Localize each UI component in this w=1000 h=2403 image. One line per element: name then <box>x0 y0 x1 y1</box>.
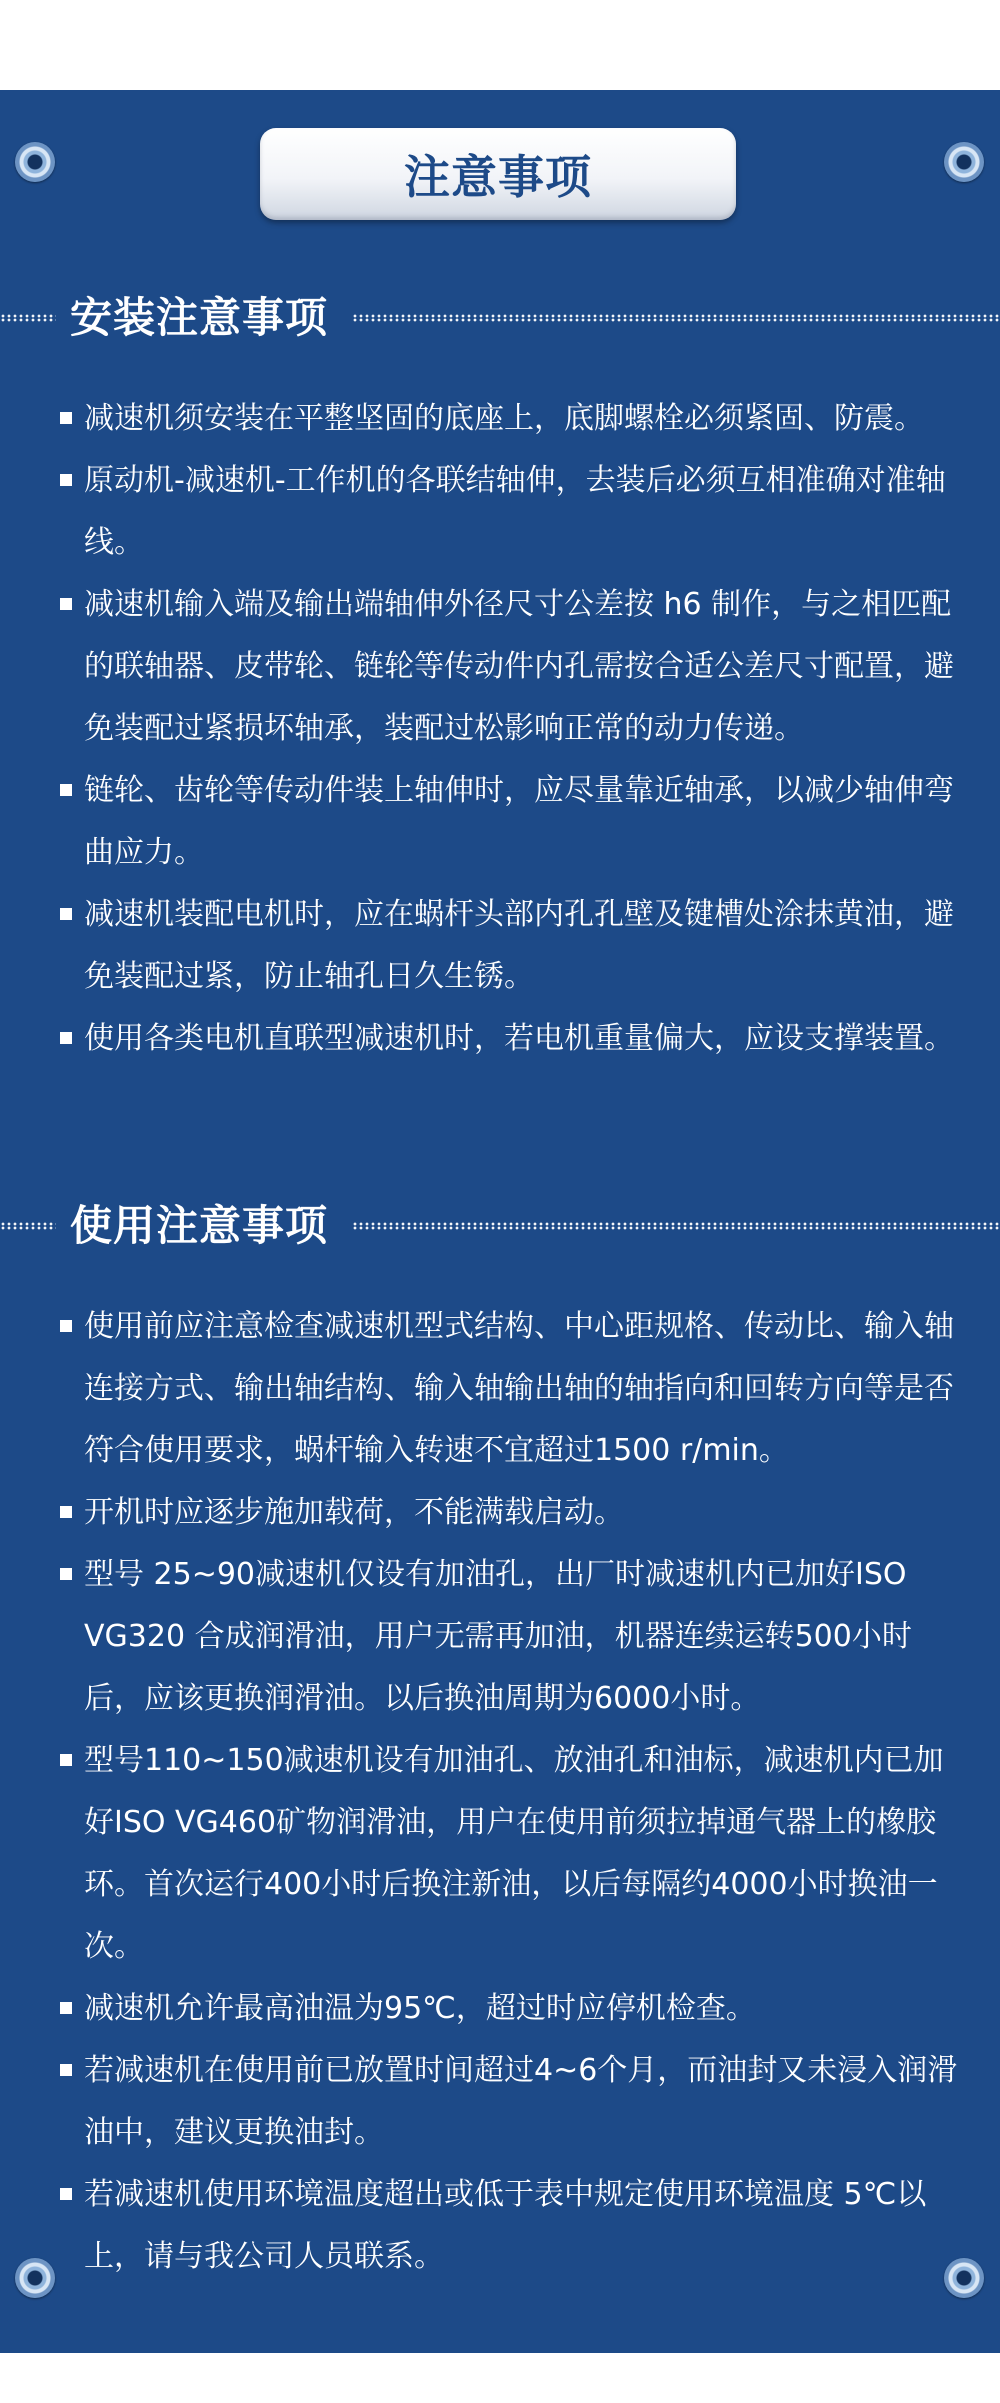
notice-panel <box>0 90 1000 2353</box>
section-title: 安装注意事项 <box>70 293 329 342</box>
title-plate <box>260 128 736 220</box>
list-item: 开机时应逐步施加载荷，不能满载启动。 <box>60 1482 960 1544</box>
section-title: 使用注意事项 <box>70 1201 329 1250</box>
dotted-divider <box>352 1222 1000 1230</box>
list-item: 型号110~150减速机设有加油孔、放油孔和油标，减速机内已加好ISO VG460矿物润滑油，用户在使用前须拉掉通气器上的橡胶环。首次运行400小时后换注新油，以后每隔约4000小时换油一次。 <box>60 1730 960 1978</box>
dotted-divider <box>0 314 56 322</box>
usage-notes-list <box>60 1296 960 2288</box>
list-item: 使用前应注意检查减速机型式结构、中心距规格、传动比、输入轴连接方式、输出轴结构、输入轴输出轴的轴指向和回转方向等是否符合使用要求，蜗杆输入转速不宜超过1500 r/min。 <box>60 1296 960 1482</box>
list-item: 链轮、齿轮等传动件装上轴伸时，应尽量靠近轴承，以减少轴伸弯曲应力。 <box>60 760 960 884</box>
section-header-installation <box>0 288 1000 348</box>
list-item: 减速机装配电机时，应在蜗杆头部内孔孔壁及键槽处涂抹黄油，避免装配过紧，防止轴孔日久生锈。 <box>60 884 960 1008</box>
page-title: 注意事项 <box>404 150 592 204</box>
list-item: 减速机允许最高油温为95℃，超过时应停机检查。 <box>60 1978 960 2040</box>
screw-icon-top-right <box>944 142 984 182</box>
list-item: 若减速机在使用前已放置时间超过4~6个月，而油封又未浸入润滑油中，建议更换油封。 <box>60 2040 960 2164</box>
list-item: 若减速机使用环境温度超出或低于表中规定使用环境温度 5℃以上，请与我公司人员联系。 <box>60 2164 960 2288</box>
screw-icon-bottom-left <box>15 2258 55 2298</box>
screw-icon-top-left <box>15 142 55 182</box>
list-item: 型号 25~90减速机仅设有加油孔，出厂时减速机内已加好ISO VG320 合成润滑油，用户无需再加油，机器连续运转500小时后，应该更换润滑油。以后换油周期为6000小时。 <box>60 1544 960 1730</box>
dotted-divider <box>352 314 1000 322</box>
installation-notes-list <box>60 388 960 1070</box>
list-item: 原动机-减速机-工作机的各联结轴伸，去装后必须互相准确对准轴线。 <box>60 450 960 574</box>
list-item: 使用各类电机直联型减速机时，若电机重量偏大，应设支撑装置。 <box>60 1008 960 1070</box>
dotted-divider <box>0 1222 56 1230</box>
section-header-usage <box>0 1196 1000 1256</box>
list-item: 减速机须安装在平整坚固的底座上，底脚螺栓必须紧固、防震。 <box>60 388 960 450</box>
list-item: 减速机输入端及输出端轴伸外径尺寸公差按 h6 制作，与之相匹配的联轴器、皮带轮、链轮等传动件内孔需按合适公差尺寸配置，避免装配过紧损坏轴承，装配过松影响正常的动力传递。 <box>60 574 960 760</box>
